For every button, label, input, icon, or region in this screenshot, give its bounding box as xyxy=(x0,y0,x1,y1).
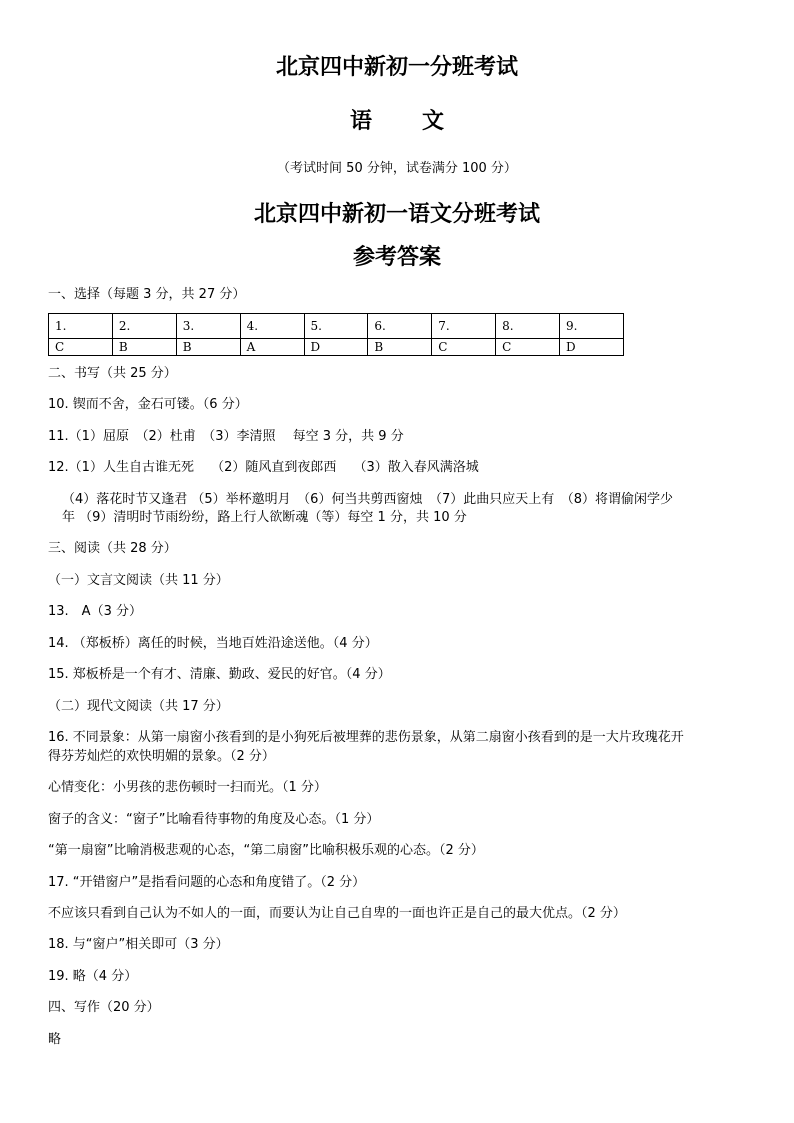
table-cell: 4. xyxy=(240,314,304,339)
answer-q16-metaphor: “第一扇窗”比喻消极悲观的心态，“第二扇窗”比喻积极乐观的心态。（2 分） xyxy=(48,843,484,858)
answer-q12: 12.（1）人生自古谁无死 （2）随风直到夜郎西 （3）散入春风满洛城 xyxy=(48,460,479,475)
table-cell: B xyxy=(176,339,240,356)
answer-q17-extra: 不应该只看到自己认为不如人的一面，而要认为让自己自卑的一面也许正是自己的最大优点。（2 分） xyxy=(48,906,626,921)
part2-heading: （二）现代文阅读（共 17 分） xyxy=(48,699,229,714)
table-cell: B xyxy=(112,339,176,356)
table-cell: C xyxy=(496,339,560,356)
table-cell: B xyxy=(368,339,432,356)
section2-heading: 二、书写（共 25 分） xyxy=(48,366,177,381)
answer-q16-line1: 16. 不同景象：从第一扇窗小孩看到的是小狗死后被埋葬的悲伤景象，从第二扇窗小孩看到的是一大片玫瑰花开 xyxy=(48,730,684,745)
answer-q16-window: 窗子的含义：“窗子”比喻看待事物的角度及心态。（1 分） xyxy=(48,812,380,827)
table-row-numbers xyxy=(49,314,624,339)
section3-heading: 三、阅读（共 28 分） xyxy=(48,541,177,556)
subject-title: 语文 xyxy=(349,109,494,134)
answer-subtitle: 参考答案 xyxy=(352,245,441,270)
table-cell: 6. xyxy=(368,314,432,339)
section4-heading: 四、写作（20 分） xyxy=(48,1000,160,1015)
answer-q10: 10. 锲而不舍，金石可镂。（6 分） xyxy=(48,397,248,412)
writing-answer: 略 xyxy=(48,1032,62,1047)
table-cell: 5. xyxy=(304,314,368,339)
table-cell: A xyxy=(240,339,304,356)
part1-heading: （一）文言文阅读（共 11 分） xyxy=(48,573,229,588)
table-cell: C xyxy=(432,339,496,356)
answer-q19: 19. 略（4 分） xyxy=(48,969,138,984)
answer-q18: 18. 与“窗户”相关即可（3 分） xyxy=(48,937,229,952)
table-cell: 1. xyxy=(49,314,113,339)
answer-q16-mood: 心情变化：小男孩的悲伤顿时一扫而光。（1 分） xyxy=(48,780,327,795)
table-cell: 9. xyxy=(560,314,624,339)
answer-q12-line2: （4）落花时节又逢君 （5）举杯邀明月 （6）何当共剪西窗烛 （7）此曲只应天上有 （8）将谓偷闲学少 xyxy=(62,492,673,507)
table-cell: 3. xyxy=(176,314,240,339)
table-cell: 7. xyxy=(432,314,496,339)
table-cell: C xyxy=(49,339,113,356)
exam-title: 北京四中新初一分班考试 xyxy=(275,55,518,80)
answer-q16-line2: 得芬芳灿烂的欢快明媚的景象。（2 分） xyxy=(48,749,275,764)
answer-q15: 15. 郑板桥是一个有才、清廉、勤政、爱民的好官。（4 分） xyxy=(48,667,391,682)
exam-note: （考试时间 50 分钟，试卷满分 100 分） xyxy=(277,161,517,176)
table-cell: D xyxy=(304,339,368,356)
answer-q17: 17. “开错窗户”是指看问题的心态和角度错了。（2 分） xyxy=(48,875,366,890)
table-cell: 8. xyxy=(496,314,560,339)
answer-q14: 14. （郑板桥）离任的时候，当地百姓沿途送他。（4 分） xyxy=(48,636,378,651)
table-cell: 2. xyxy=(112,314,176,339)
answer-q11: 11.（1）屈原 （2）杜甫 （3）李清照 每空 3 分，共 9 分 xyxy=(48,429,404,444)
answer-q12-line3: 年 （9）清明时节雨纷纷，路上行人欲断魂（等）每空 1 分，共 10 分 xyxy=(62,510,467,525)
table-row-answers xyxy=(49,339,624,356)
answer-title: 北京四中新初一语文分班考试 xyxy=(253,202,540,227)
choice-answer-table xyxy=(48,313,624,356)
table-cell: D xyxy=(560,339,624,356)
answer-q13: 13. A（3 分） xyxy=(48,604,142,619)
section1-heading: 一、选择（每题 3 分，共 27 分） xyxy=(48,287,246,302)
